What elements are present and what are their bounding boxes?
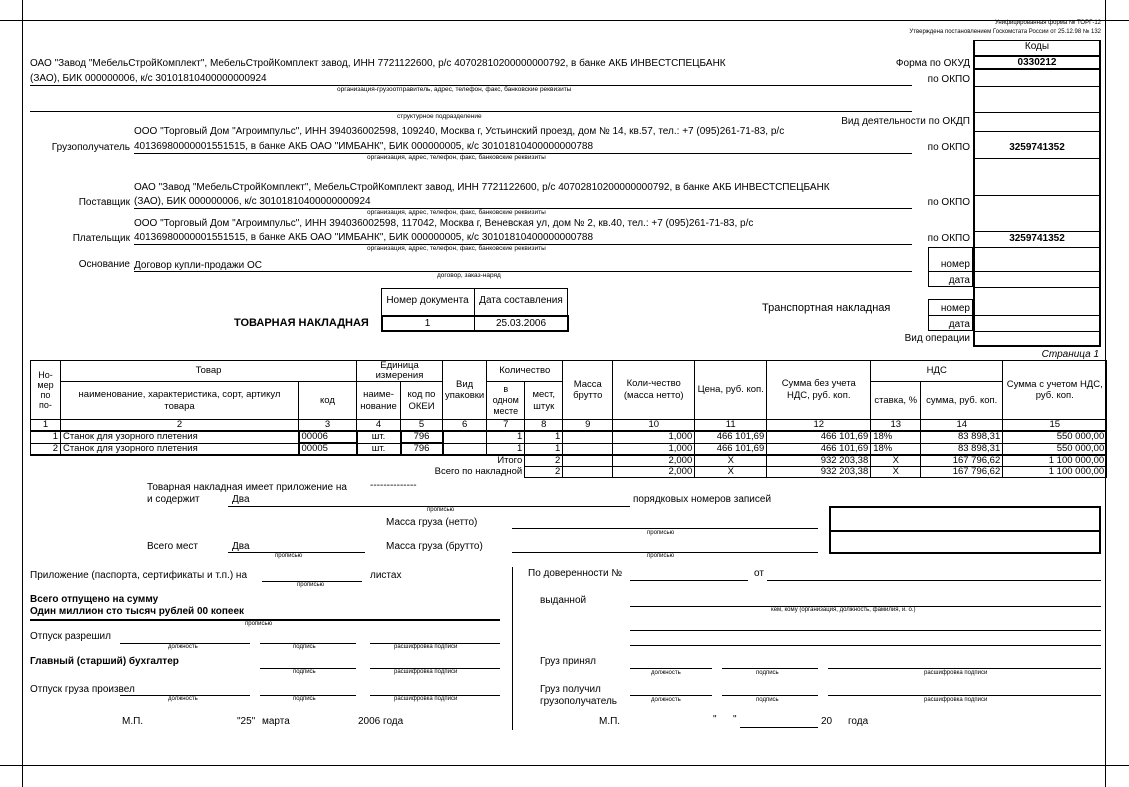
header-gross: Масса брутто: [563, 361, 613, 420]
appendix-line: Товарная накладная имеет приложение на: [147, 482, 347, 493]
release-allowed-decoding: расшифровка подписи: [394, 644, 458, 650]
basis-number-label: номер: [940, 259, 970, 270]
codes-header: Коды: [1024, 41, 1050, 52]
table-row: 1 Станок для узорного плетения 00006 шт. 796 1 1 1,000 466 101,69 466 101,69 18% 83 898,31 550 000,00: [31, 431, 1107, 443]
consignee-label: Грузополучатель: [51, 142, 130, 153]
itogo-row: Итого 2 2,000 X 932 203,38 X 167 796,62 1 100 000,00: [31, 455, 1107, 467]
consignee-caption: организация, адрес, телефон, факс, банковские реквизиты: [367, 154, 546, 161]
cargo-accepted-decoding: расшифровка подписи: [924, 670, 988, 676]
contains-propisyu: прописью: [427, 507, 455, 513]
okdp-label: Вид деятельности по ОКДП: [841, 116, 970, 127]
shipper-caption: организация-грузоотправитель, адрес, телефон, факс, банковские реквизиты: [337, 86, 572, 93]
proxy-label: По доверенности №: [528, 568, 623, 579]
contains-label: и содержит: [147, 494, 200, 505]
date-century: 20: [821, 716, 833, 727]
header-goods-name: наименование, характеристика, сорт, артикул товара: [61, 382, 299, 420]
header-row-number: Но- мер по по-: [31, 361, 61, 420]
mass-gross-label: Масса груза (брутто): [386, 541, 483, 552]
header-okei: код по ОКЕИ: [401, 382, 443, 420]
issued-caption: кем, кому (организация, должность, фамилия, и. о.): [771, 607, 916, 613]
header-goods: Товар: [61, 361, 357, 382]
release-allowed-signature: подпись: [293, 644, 316, 650]
basis-label: Основание: [78, 259, 130, 270]
top-frame-line: [0, 20, 1129, 21]
bottom-frame-line: [0, 765, 1129, 766]
proxy-from-label: от: [754, 568, 764, 579]
operation-label: Вид операции: [904, 333, 970, 344]
doc-title: ТОВАРНАЯ НАКЛАДНАЯ: [234, 317, 369, 329]
cargo-received-label: Груз получил грузополучатель: [540, 684, 618, 707]
payer-line-1: ООО "Торговый Дом "Агроимпульс", ИНН 394036002598, 117042, Москва г, Веневская ул, дом № 2, кв.40, тел.: +7 (095)261-71-83, р/с: [134, 218, 754, 229]
doc-date: 25.03.2006: [495, 318, 547, 329]
total-places-propisyu: прописью: [275, 553, 303, 559]
date-month: марта: [262, 716, 290, 727]
date-year: 2006 года: [358, 716, 404, 727]
payer-okpo-label: по ОКПО: [927, 233, 970, 244]
date-year-right: года: [848, 716, 869, 727]
release-done-label: Отпуск груза произвел: [30, 684, 135, 695]
cargo-received-position: должность: [651, 697, 681, 703]
header-qty-net: Коли-чество (масса нетто): [613, 361, 695, 420]
doc-number: 1: [424, 318, 431, 329]
mass-net-label: Масса груза (нетто): [386, 517, 478, 528]
doc-number-header: Номер документа: [386, 295, 469, 306]
unified-form-caption: Унифицированная форма № ТОРГ-12: [994, 20, 1101, 26]
cargo-accepted-position: должность: [651, 670, 681, 676]
doc-date-header: Дата составления: [479, 295, 563, 306]
attachment-label: Приложение (паспорта, сертификаты и т.п.) на: [30, 570, 248, 581]
transport-label: Транспортная накладная: [762, 302, 891, 314]
basis-caption: договор, заказ-наряд: [437, 272, 501, 279]
header-price: Цена, руб. коп.: [695, 361, 767, 420]
stamp-mp-right: М.П.: [599, 716, 621, 727]
consignee-okpo-label: по ОКПО: [927, 142, 970, 153]
header-vat-rate: ставка, %: [871, 382, 921, 420]
stamp-mp-left: М.П.: [122, 716, 144, 727]
date-quote-close: ": [733, 714, 737, 725]
supplier-label: Поставщик: [78, 197, 130, 208]
release-allowed-label: Отпуск разрешил: [30, 631, 111, 642]
items-table: [30, 360, 1107, 478]
column-numbers-row: 1 2 3 4 5 6 7 8 9 10 11 12 13 14 15: [31, 420, 1107, 432]
division-caption: структурное подразделение: [397, 113, 482, 120]
payer-caption: организация, адрес, телефон, факс, банковские реквизиты: [367, 245, 546, 252]
header-qty: Количество: [487, 361, 563, 382]
records-label: порядковых номеров записей: [633, 494, 772, 505]
sheets-label: листах: [370, 570, 402, 581]
okud-value: 0330212: [1017, 57, 1057, 68]
header-sum-novat: Сумма без учета НДС, руб. коп.: [767, 361, 871, 420]
shipper-line-1: ОАО "Завод "МебельСтройКомплект", МебельСтройКомплект завод, ИНН 7721122600, р/с 40702810200000000792, в банке АКБ ИНВЕСТСПЕЦБАНК: [30, 58, 726, 69]
transport-number-label: номер: [940, 303, 970, 314]
left-frame-line: [22, 0, 23, 787]
okpo-label: по ОКПО: [927, 74, 970, 85]
supplier-caption: организация, адрес, телефон, факс, банковские реквизиты: [367, 209, 546, 216]
header-pack: Вид упаковки: [443, 361, 487, 420]
header-vat: НДС: [871, 361, 1003, 382]
supplier-line-2: (ЗАО), БИК 000000006, к/с 30101810400000000924: [134, 196, 371, 207]
mass-net-propisyu: прописью: [647, 530, 675, 536]
released-sum-propisyu: прописью: [245, 621, 273, 627]
total-places-value: Два: [232, 541, 250, 552]
header-vat-sum: сумма, руб. коп.: [921, 382, 1003, 420]
header-unit-name: наиме-нование: [357, 382, 401, 420]
payer-line-2: 40136980000001551515, в банке АКБ ОАО "ИМБАНК", БИК 000000005, к/с 30101810400000000788: [134, 232, 594, 243]
header-places: мест, штук: [525, 382, 563, 420]
payer-okpo-value: 3259741352: [1009, 233, 1065, 244]
attachment-propisyu: прописью: [297, 582, 325, 588]
cargo-received-signature: подпись: [756, 697, 779, 703]
shipper-line-2: (ЗАО), БИК 000000006, к/с 30101810400000000924: [30, 73, 267, 84]
consignee-okpo-value: 3259741352: [1009, 142, 1065, 153]
mass-gross-propisyu: прописью: [647, 553, 675, 559]
header-code: код: [299, 382, 357, 420]
supplier-line-1: ОАО "Завод "МебельСтройКомплект", МебельСтройКомплект завод, ИНН 7721122600, р/с 40702810200000000792, в банке АКБ ИНВЕСТСПЕЦБАНК: [134, 182, 830, 193]
chief-accountant-signature: подпись: [293, 669, 316, 675]
consignee-line-1: ООО "Торговый Дом "Агроимпульс", ИНН 394036002598, 109240, Москва г, Устьинский проезд, дом № 14, кв.57, тел.: +7 (095)261-71-83, р/с: [134, 126, 785, 137]
chief-accountant-label: Главный (старший) бухгалтер: [30, 656, 179, 667]
page-label: Страница 1: [1041, 349, 1099, 360]
transport-date-label: дата: [948, 319, 970, 330]
date-quote-open: ": [713, 714, 717, 725]
date-day: "25": [237, 716, 256, 727]
contains-value: Два: [232, 494, 250, 505]
release-allowed-position: должность: [168, 644, 198, 650]
total-places-label: Всего мест: [147, 541, 199, 552]
release-done-position: должность: [168, 696, 198, 702]
released-sum-words: Один миллион сто тысяч рублей 00 копеек: [30, 606, 245, 617]
release-done-decoding: расшифровка подписи: [394, 696, 458, 702]
basis-date-label: дата: [948, 275, 970, 286]
cargo-accepted-label: Груз принял: [540, 656, 597, 667]
issued-label: выданной: [540, 595, 587, 606]
header-total: Сумма с учетом НДС, руб. коп.: [1003, 361, 1107, 420]
supplier-okpo-label: по ОКПО: [927, 197, 970, 208]
released-sum-label: Всего отпущено на сумму: [30, 594, 159, 605]
header-qty-one: в одном месте: [487, 382, 525, 420]
approved-caption: Утверждена постановлением Госкомстата России от 25.12.98 № 132: [909, 29, 1101, 35]
cargo-received-decoding: расшифровка подписи: [924, 697, 988, 703]
appendix-dashes: --------------: [370, 480, 417, 491]
cargo-accepted-signature: подпись: [756, 670, 779, 676]
footer-divider: [512, 567, 513, 730]
consignee-line-2: 40136980000001551515, в банке АКБ ОАО "ИМБАНК", БИК 000000005, к/с 30101810400000000788: [134, 141, 594, 152]
table-row: 2 Станок для узорного плетения 00005 шт. 796 1 1 1,000 466 101,69 466 101,69 18% 83 898,31 550 000,00: [31, 443, 1107, 455]
basis-value: Договор купли-продажи ОС: [134, 260, 262, 271]
release-done-signature: подпись: [293, 696, 316, 702]
payer-label: Плательщик: [72, 233, 130, 244]
chief-accountant-decoding: расшифровка подписи: [394, 669, 458, 675]
header-unit: Единица измерения: [357, 361, 443, 382]
okud-label: Форма по ОКУД: [895, 58, 970, 69]
vsego-row: Всего по накладной 2 2,000 X 932 203,38 X 167 796,62 1 100 000,00: [31, 467, 1107, 478]
